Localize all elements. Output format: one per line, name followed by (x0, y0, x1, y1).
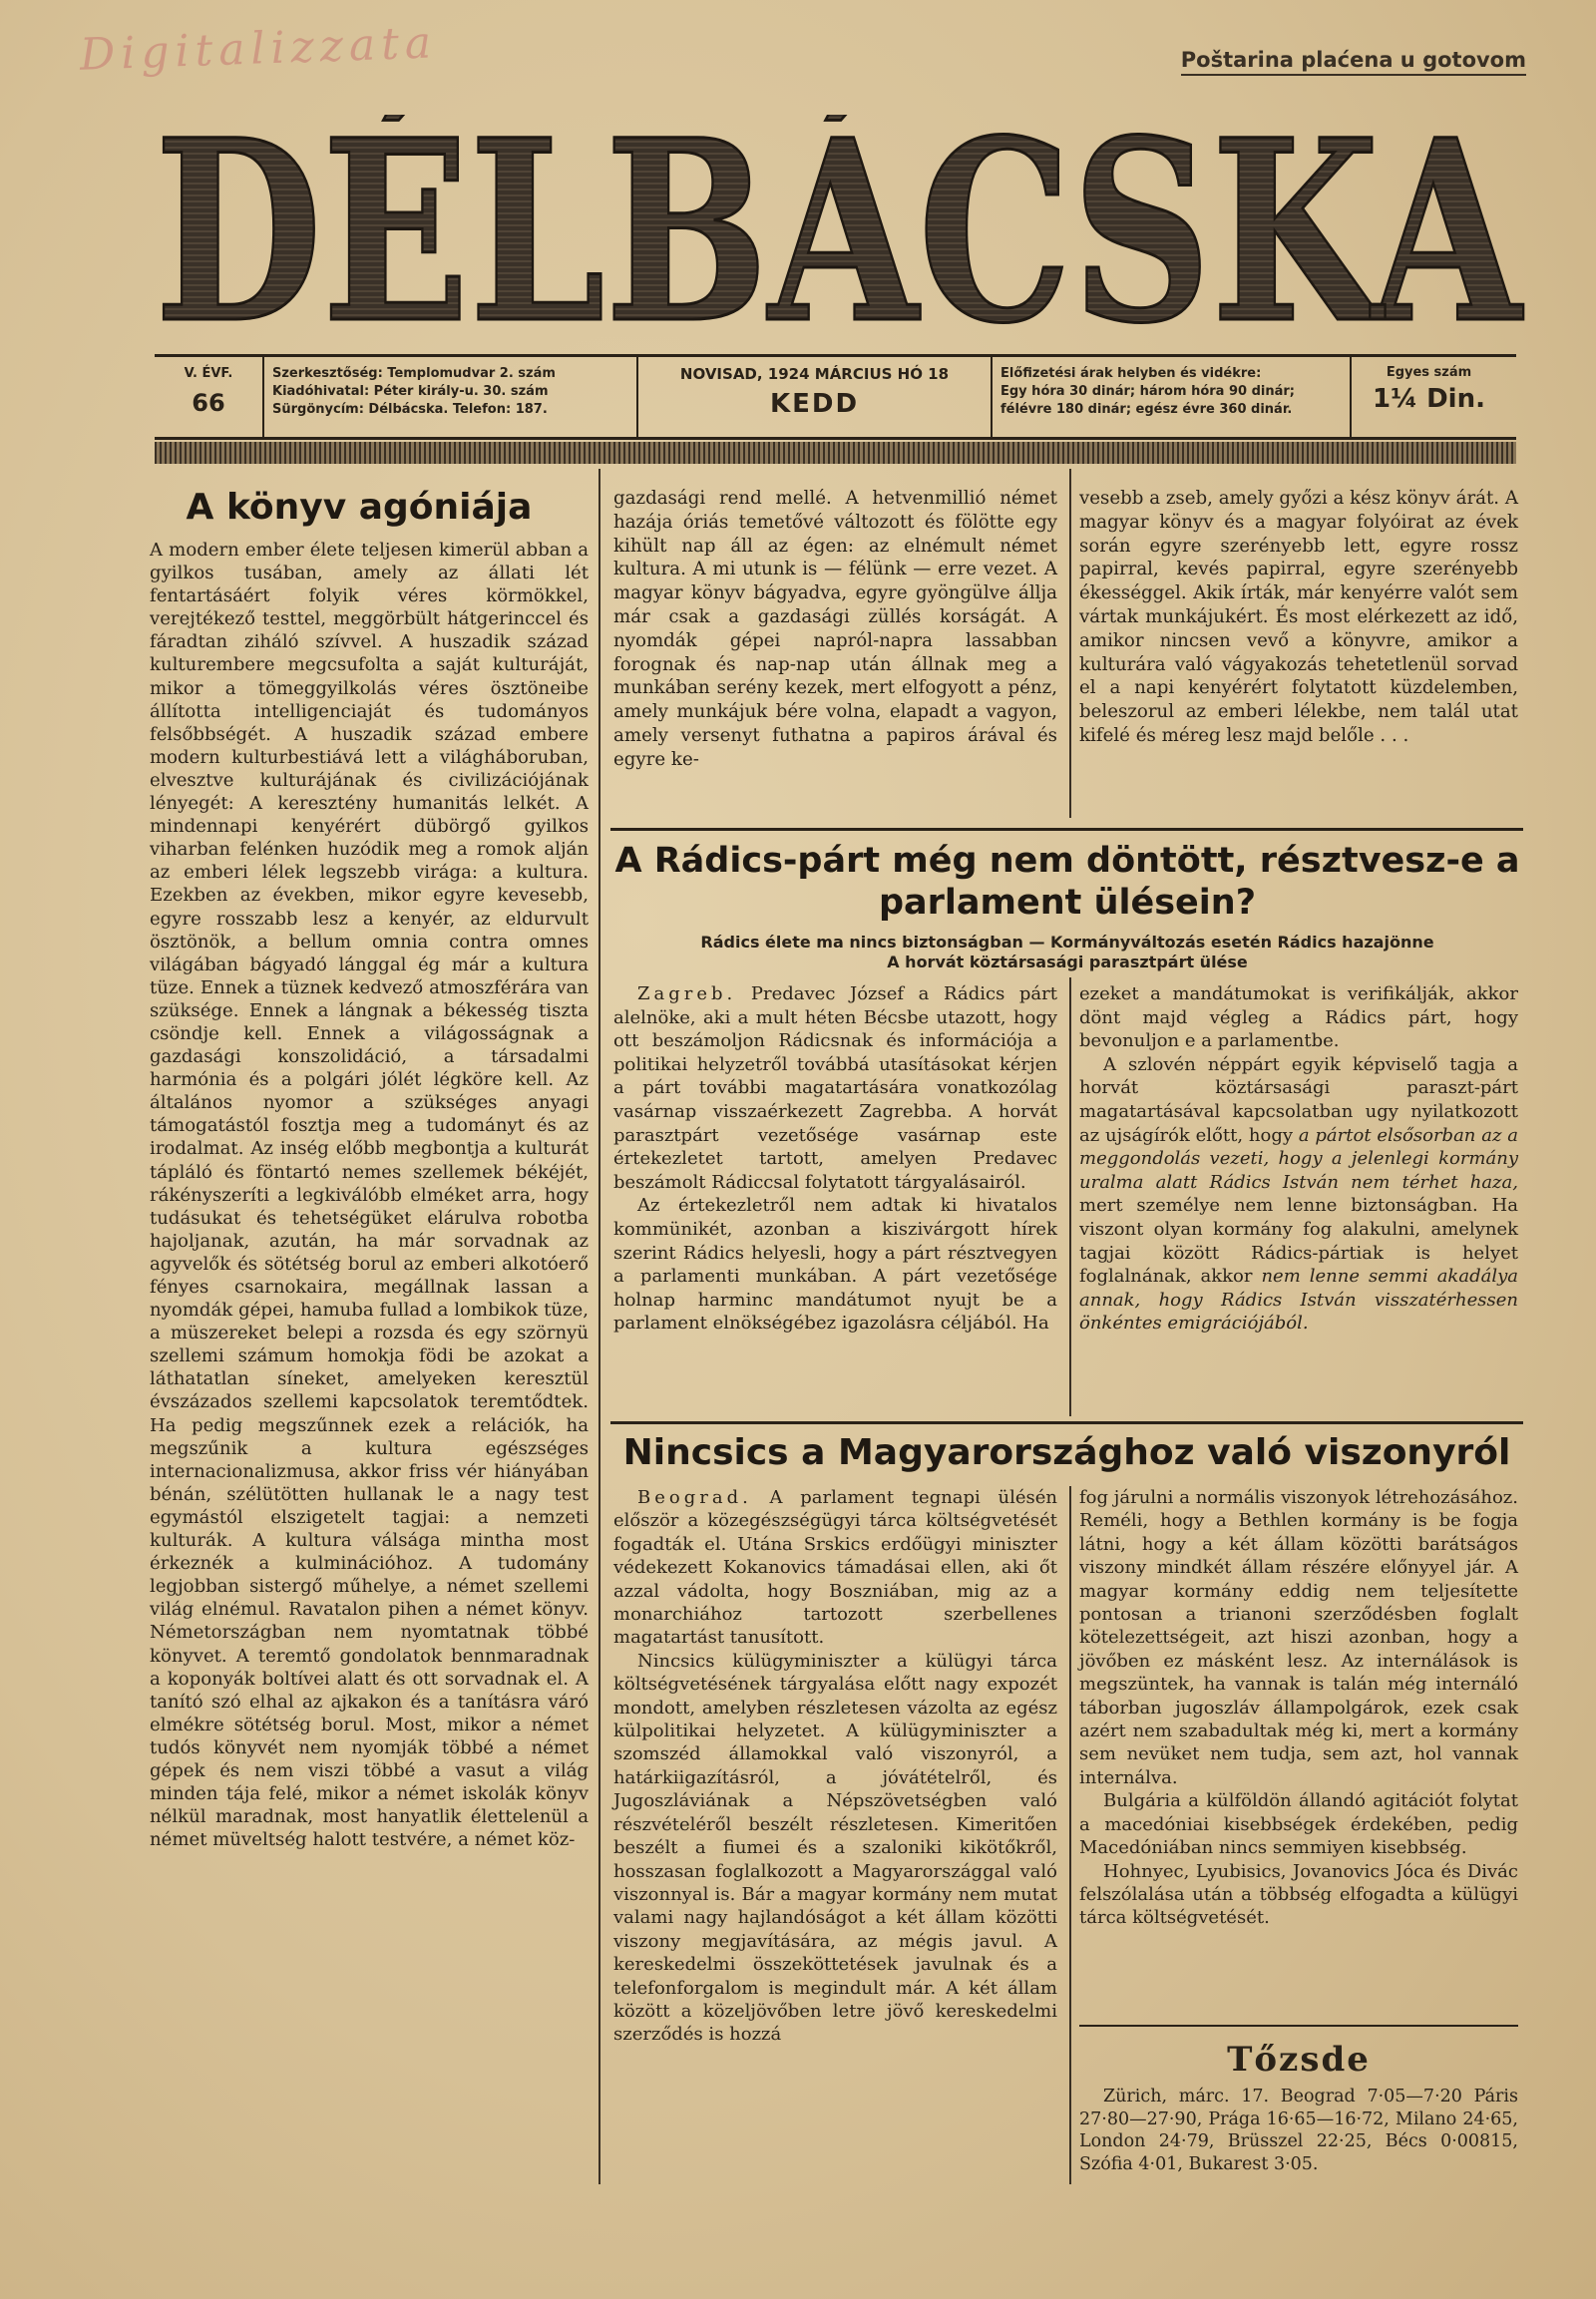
masthead (150, 115, 1526, 329)
article-1-body: A modern ember élete teljesen kimerül abban a gyilkos tusában, amely az állati lét fentartásáért folyik véres körmökkel, verejtékező testtel, meggörbült hátgerinccel és fáradtan ziháló szívvel. A huszadik század kulturembere megcsufolta a saját kulturáját, mikor a tömeggyilkolás véres ösztöneibe állította intelligenciaját és tudományos felsőbbségét. A huszadik század embere modern kulturbestiává lett a világháboruban, elvesztve kulturájának és civilizációjának lényegét: A keresztény humanitás lelkét. A mindennapi kenyérért dübörgő gyilkos viharban felénken huzódik meg a romok alján az emberi lélek legszebb virága: a kultura. Ezekben az években, mikor egyre kevesebb, egyre rosszabb lesz a kenyér, az eldurvult ösztönök, a bellum omnia contra omnes világában bágyadó lánggal ég már a kultura tüze. Ennek a tüznek kedvező atmoszférára van szüksége. Ennek a lángnak a békesség tiszta csöndje kell. Ennek a világosságnak a gazdasági konszolidáció, a társadalmi harmónia és a polgári jólét légköre kell. Az általános nyomor a szükséges anyagi támogatástól fosztja meg a tudományt és az irodalmat. Az inség előbb megbontja a kulturát tápláló és föntartó nemes szellemek békéjét, rákényszeríti a legkiválóbb elméket arra, hogy tudásukat és tehetségüket elárulva robotba hajoljanak, azután, ha már sorvadnak az agyvelők és sötétség borul az emberi alkotóerő fényes csarnokaira, megállnak lassan a nyomdák gépei, hamuba fullad a lombikok tüze, a müszereket belepi a rozsda és egy szörnyü szellemi számum homokja födi be azokat a láthatatlan síneket, amelyeken keresztül évszázados szellemi kapcsolatok teremtődtek. Ha pedig megszűnnek ezek a relációk, ha megszűnik a kultura egészséges internacionalizmusa, akkor friss vér hiányában bénán, szélütötten hullanak le a nagy test egymástól elszigetelt tagjai: a nemzeti kulturák. A kultura válsága mintha most érkeznék a kulminációhoz. A tudomány legjobban sistergő műhelye, a német szellemi világ elnémul. Ravatalon pihen a német könyv. Németországban nem nyomtatnak többé könyvet. A teremtő gondolatok bennmaradnak a koponyák boltívei alatt és ott sorvadnak el. A tanító szó elhal az ajkakon és a tanításra váró elmékre sötétség borul. Most, mikor a német tudós könyvét nem nyomják többé a német gépek és nem viszi többé a vasut a világ minden tája felé, mikor a német iskolák könyv nélkül maradnak, most hanyatlik élettelenül a német müveltség halott testvére, a német köz- (150, 540, 589, 1851)
info-bar (155, 354, 1516, 440)
date-cell (638, 357, 993, 437)
article-2-paragraph-1 (613, 982, 1057, 1194)
tozsde-rates (1079, 2086, 1518, 2175)
tozsde-text: Zürich, márc. 17. Beograd 7·05—7·20 Páris 27·80—27·90, Prága 16·65—16·72, Milano 24·65, London 24·79, Brüsszel 22·25, Bécs 0·00815, Szófia 4·01, Bukarest 3·05. (1079, 2087, 1518, 2174)
article-3-headline: Nincsics a Magyarországhoz való viszonyról (622, 1432, 1511, 1473)
subscription-cell (993, 357, 1352, 437)
section-divider-1 (610, 828, 1523, 831)
article-2-headline (613, 840, 1521, 924)
article-2-paragraph-4-text-b: mert személye nem lenne biztonságban. Ha viszont olyan kormány fog alakulni, amelynek tagjai között Rádics-pártiak is helyet foglalnának, akkor (1079, 1195, 1518, 1288)
tozsde-box (1079, 2040, 1518, 2175)
article-2-paragraph-1-text: Predavec József a Rádics párt alelnöke, aki a mult héten Bécsbe utazott, hogy ott beszámoljon Rádicsnak és információja a politikai helyzetről továbbá utasításokat kérjen a párt további magatartására vonatkozólag vasárnap visszaérkezett Zagrebba. A horvát parasztpárt vezetősége vasárnap este értekezletet tartott, amelyen Predavec beszámolt Rádiccsal folytatott tárgyalásairól. (613, 983, 1057, 1193)
subscription-line-1: Előfizetési árak helyben és vidékre: (1000, 366, 1262, 381)
price-value: 1¼ Din. (1373, 384, 1485, 414)
article-3-paragraph-1 (613, 1486, 1057, 1650)
issue-weekday: KEDD (769, 389, 860, 419)
article-2-column-1 (613, 982, 1057, 1336)
article-1-headline: A könyv agóniája (186, 487, 533, 528)
tozsde-title: Tőzsde (1227, 2040, 1371, 2080)
article-1-body-end: vesebb a zseb, amely győzi a kész könyv árát. A magyar könyv és a magyar folyóirat az évek során egyre szerényebb lett, egyre rossz papirral, kevés papirral, egyre szerényebb ékességgel. Akik írták, már kenyérre valót sem vártak munkájukért. És most elérkezett az idő, amikor nincsen vevő a könyvre, amikor a kulturára való vágyakozás tehetetlenül sorvad el a napi kenyérért folytatott küzdelemben, beleszorul az emberi lélekbe, nem talál utat kifelé és méreg lesz majd belőle . . . (1079, 488, 1518, 746)
decorative-rule (155, 442, 1516, 464)
article-3-paragraph-2: Nincsics külügyminiszter a külügyi tárca költségvetésének tárgyalása előtt nagy expozét mondott, amelyben részletesen vázolta az egész külpolitikai helyzetet. A külügyminiszter a szomszéd államokkal való viszonyról, a határkiigazításról, a jóvátételről, és Jugoszláviának a Népszövetségben való részvételéről beszélt részletesen. Kimeritően beszélt a fiumei és a szaloniki kikötőkről, hosszasan foglalkozott a Magyarországgal való viszonnyal is. Bár a magyar kormány nem mutat valami nagy hajlandóságot a két állam közötti viszony megjavítására, az mégis javul. A kereskedelmi összeköttetések javulnak és a telefonforgalom is megindult már. A két állam között a közeljövőben letre jövő kereskedelmi szerződés is hozzá (613, 1650, 1057, 2046)
article-1-column-2 (613, 487, 1057, 772)
article-1-column-3 (1079, 487, 1518, 748)
article-2-subheadline-line-2: A horvát köztársasági parasztpárt ülése (887, 953, 1248, 971)
article-3-dateline: Beograd. (637, 1487, 752, 1508)
handwritten-annotation: Digitalizzata (79, 17, 438, 81)
article-3-paragraph-4: Bulgária a külföldön állandó agitációt folytat a macedóniai kisebbségek érdekében, pedig Macedóniában nincs semmiyen kisebbség. (1079, 1790, 1518, 1859)
article-2-subheadline-line-1: Rádics élete ma nincs biztonságban — Kormányváltozás esetén Rádics hazajönne (700, 933, 1434, 952)
price-label: Egyes szám (1386, 365, 1472, 380)
subscription-line-2: Egy hóra 30 dinár; három hóra 90 dinár; (1000, 384, 1295, 399)
masthead-title: DÉLBÁCSKA (155, 115, 1524, 329)
article-3-paragraph-1-text: A parlament tegnapi ülésén először a közegészségügyi tárca költségvetését fogadták el. Utána Srskics erdőügyi miniszter védekezett Kokanovics támadásai ellen, aki őt azzal vádolta, hogy Boszniában, mig az a monarchiához tartozott szerbellenes magatartást tanusított. (613, 1487, 1057, 1649)
article-3-paragraph-5: Hohnyec, Lyubisics, Jovanovics Jóca és Divác felszólalása után a többség elfogadta a külügyi tárca költségvetését. (1079, 1860, 1518, 1929)
address-cell (264, 357, 638, 437)
article-2-subheadline (613, 933, 1521, 972)
volume-cell (155, 357, 264, 437)
article-3-column-2 (1079, 1486, 1518, 1930)
article-2-paragraph-4-text-a: A szlovén néppárt egyik képviselő tagja a horvát köztársasági paraszt-párt magatartásával kapcsolatban ugy nyilatkozott az ujságírók előtt, hogy (1079, 1053, 1518, 1146)
article-2-paragraph-4 (1079, 1053, 1518, 1336)
issue-date: NOVISAD, 1924 MÁRCIUS HÓ 18 (679, 365, 950, 383)
article-1-body-cont: gazdasági rend mellé. A hetvenmillió német hazája óriás temetővé változott és fölötte egy kihült nap áll az égen: az elnémult német kultura. A mi utunk is — félünk — erre vezet. A magyar könyv bágyadva, egyre gyöngülve állja már csak a gazdasági züllés korságát. A nyomdák gépei napról-napra lassabban forognak és nap-nap után állnak meg a munkában serény kezek, mert elfogyott a pénz, amely munkájuk bére volna, elapadt a vagyon, amely versenyt futhatna a papiros árával és egyre ke- (613, 488, 1057, 770)
masthead-logo (150, 115, 1526, 329)
article-1-column-1 (150, 539, 589, 1851)
article-2-column-2 (1079, 982, 1518, 1336)
article-2-paragraph-2: Az értekezletről nem adtak ki hivatalos kommünikét, azonban a kiszivárgott hírek szerint Rádics helyesli, hogy a párt résztvegyen a parlamenti munkában. A párt vezetősége holnap harminc mandátumot nyujt be a parlament elnökségébez igazolásra céljából. Ha (613, 1195, 1057, 1335)
section-divider-2 (610, 1421, 1523, 1424)
article-2-emphasis-2: nem lenne semmi akadálya annak, hogy Rádics István visszatérhessen önkéntes emigrációjából. (1079, 1266, 1518, 1335)
telegram-phone: Sürgönycím: Délbácska. Telefon: 187. (272, 402, 548, 417)
article-2-paragraph-3: ezeket a mandátumokat is verifikálják, akkor dönt majd végleg a Rádics párt, hogy bevonuljon e a parlamentbe. (1079, 983, 1518, 1052)
editorial-address: Szerkesztőség: Templomudvar 2. szám (272, 366, 556, 381)
article-3-paragraph-3: fog járulni a normális viszonyok létrehozásához. Reméli, hogy a Bethlen kormány is be fogja látni, hogy a két állam közötti barátságos viszony mindkét állam részére előnyyel jár. A magyar kormány eddig nem teljesítette pontosan a trianoni szerződésben foglalt kötelezettségeit, azt hiszi azonban, hogy a jövőben ez másként lesz. Az internálások is megszüntek, ha vannak is talán még internáló táborban jugoszláv állampolgárok, ezek csak azért nem szabadultak még ki, mert a kormány sem nevüket nem tudja, sem azt, hol vannak internálva. (1079, 1487, 1518, 1788)
publisher-address: Kiadóhivatal: Péter király-u. 30. szám (272, 384, 549, 399)
issue-number: 66 (192, 389, 225, 417)
postage-note: Poštarina plaćena u gotovom (1181, 48, 1526, 76)
price-cell (1352, 357, 1506, 437)
subscription-line-3: félévre 180 dinár; egész évre 360 dinár. (1000, 402, 1293, 417)
article-2-headline-line-2: parlament ülésein? (878, 883, 1257, 923)
article-3-column-1 (613, 1486, 1057, 2047)
article-2-headline-line-1: A Rádics-párt még nem döntött, résztvesz-e a (614, 841, 1520, 881)
tozsde-divider (1079, 2025, 1518, 2027)
article-2-emphasis-1: a pártot elsősorban az a meggondolás vezeti, hogy a jelenlegi kormány uralma alatt Rádics István nem térhet haza, (1079, 1124, 1518, 1193)
volume-label: V. ÉVF. (184, 366, 233, 381)
column-rule-4 (1069, 1486, 1071, 2184)
article-2-dateline: Zagreb. (637, 983, 737, 1004)
column-rule-3 (1069, 977, 1071, 1416)
column-rule-2 (1069, 469, 1071, 818)
column-rule-1 (598, 469, 600, 2184)
